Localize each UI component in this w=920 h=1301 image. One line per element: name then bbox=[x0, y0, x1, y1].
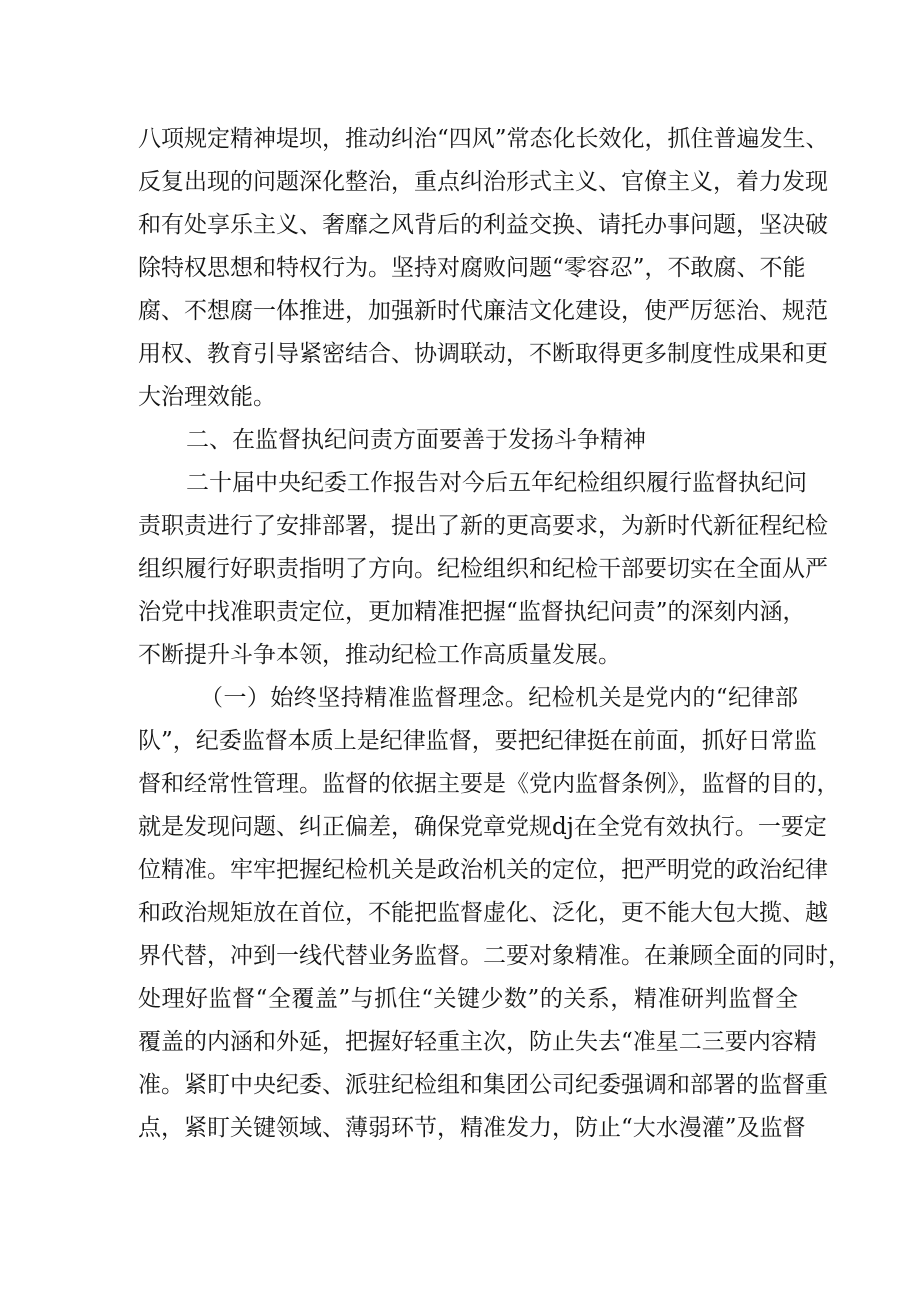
paragraph-line: 大治理效能。 bbox=[138, 384, 276, 410]
paragraph-line: 腐、不想腐一体推进，加强新时代廉洁文化建设，使严厉惩治、规范 bbox=[138, 298, 828, 324]
paragraph-line: 治党中找准职责定位，更加精准把握“监督执纪问责”的深刻内涵， bbox=[138, 599, 806, 625]
paragraph-line: 位精准。牢牢把握纪检机关是政治机关的定位，把严明党的政治纪律 bbox=[138, 857, 828, 883]
paragraph-line: 督和经常性管理。监督的依据主要是《党内监督条例》，监督的目的， bbox=[138, 771, 840, 797]
paragraph-line: 队”，纪委监督本质上是纪律监督，要把纪律挺在前面，抓好日常监 bbox=[138, 728, 817, 754]
paragraph-line: 就是发现问题、纠正偏差，确保党章党规dj在全党有效执行。一要定 bbox=[138, 814, 827, 840]
paragraph-line: 责职责进行了安排部署，提出了新的更高要求，为新时代新征程纪检 bbox=[138, 513, 828, 539]
paragraph-line: 和政治规矩放在首位，不能把监督虚化、泛化，更不能大包大揽、越 bbox=[138, 900, 828, 926]
paragraph-line: 和有处享乐主义、奢靡之风背后的利益交换、请托办事问题，坚决破 bbox=[138, 212, 828, 238]
paragraph-line: 覆盖的内涵和外延，把握好轻重主次，防止失去“准星二三要内容精 bbox=[138, 1029, 817, 1055]
paragraph-line: 除特权思想和特权行为。坚持对腐败问题“零容忍”，不敢腐、不能 bbox=[138, 255, 806, 281]
paragraph-line: 点，紧盯关键领域、薄弱环节，精准发力，防止“大水漫灌”及监督 bbox=[138, 1115, 806, 1141]
subsection-lead-line: （一）始终坚持精准监督理念。纪检机关是党内的“纪律部 bbox=[200, 685, 798, 711]
paragraph-line: 不断提升斗争本领，推动纪检工作高质量发展。 bbox=[138, 642, 621, 668]
section-heading: 二、在监督执纪问责方面要善于发扬斗争精神 bbox=[186, 427, 646, 453]
paragraph-line: 反复出现的问题深化整治，重点纠治形式主义、官僚主义，着力发现 bbox=[138, 169, 828, 195]
paragraph-line: 处理好监督“全覆盖”与抓住“关键少数”的关系，精准研判监督全 bbox=[138, 986, 798, 1012]
paragraph-line: 用权、教育引导紧密结合、协调联动，不断取得更多制度性成果和更 bbox=[138, 341, 828, 367]
paragraph-line: 二十届中央纪委工作报告对今后五年纪检组织履行监督执纪问 bbox=[186, 470, 807, 496]
paragraph-line: 组织履行好职责指明了方向。纪检组织和纪检干部要切实在全面从严 bbox=[138, 556, 828, 582]
paragraph-line: 界代替，冲到一线代替业务监督。二要对象精准。在兼顾全面的同时， bbox=[138, 943, 851, 969]
paragraph-line: 八项规定精神堤坝，推动纠治“四风”常态化长效化，抓住普遍发生、 bbox=[138, 126, 829, 152]
paragraph-line: 准。紧盯中央纪委、派驻纪检组和集团公司纪委强调和部署的监督重 bbox=[138, 1072, 828, 1098]
